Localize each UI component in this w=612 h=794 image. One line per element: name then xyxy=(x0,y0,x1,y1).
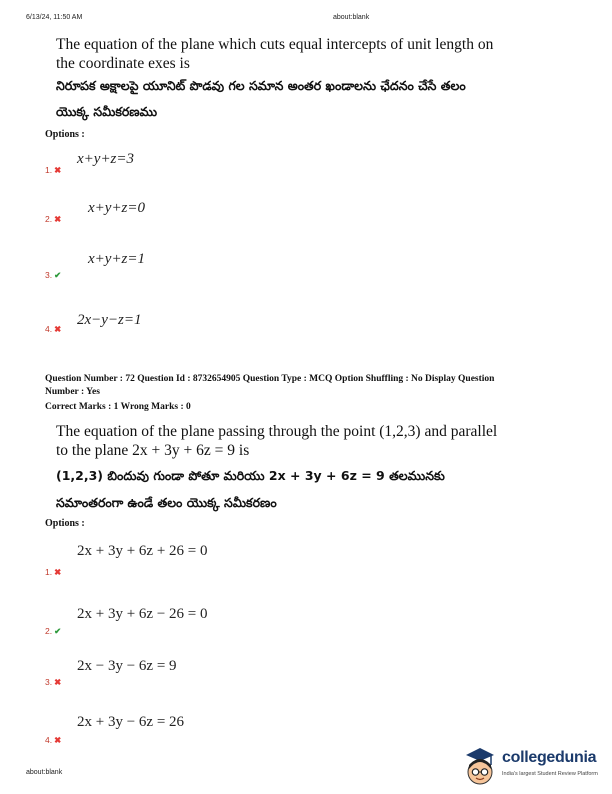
q1-option-4-number: 4. ✖ xyxy=(45,324,62,334)
q2-option-4-number: 4. ✖ xyxy=(45,735,62,745)
q2-english-line1: The equation of the plane passing through the point (1,2,3) and parallel xyxy=(56,423,498,440)
print-datetime: 6/13/24, 11:50 AM xyxy=(26,14,83,21)
wrong-mark-icon: ✖ xyxy=(54,214,62,224)
correct-check-icon: ✔ xyxy=(54,626,62,636)
q1-option-1-text: x+y+z=3 xyxy=(77,151,135,167)
q2-option-3-number: 3. ✖ xyxy=(45,677,62,687)
q2-option-3-text: 2x − 3y − 6z = 9 xyxy=(77,658,177,674)
q2-meta-line1: Question Number : 72 Question Id : 8732654905 Question Type : MCQ Option Shuffling : No Display Question xyxy=(45,374,495,384)
collegedunia-logo xyxy=(460,745,610,789)
q1-option-1-number: 1. ✖ xyxy=(45,165,62,175)
q1-english-line2: the coordinate exes is xyxy=(56,55,190,72)
mascot-icon xyxy=(460,745,500,789)
q2-meta-line2: Number : Yes xyxy=(45,387,100,397)
q2-options-label: Options : xyxy=(45,518,85,529)
q1-telugu-line2: యొక్క సమీకరణము xyxy=(56,104,158,119)
wrong-mark-icon: ✖ xyxy=(54,165,62,175)
q1-option-2-text: x+y+z=0 xyxy=(88,200,146,216)
logo-tagline: India's largest Student Review Platform xyxy=(502,771,598,777)
q2-option-1-number: 1. ✖ xyxy=(45,567,62,577)
wrong-mark-icon: ✖ xyxy=(54,567,62,577)
q1-options-label: Options : xyxy=(45,129,85,140)
logo-name: collegedunia xyxy=(502,749,597,766)
print-url: about:blank xyxy=(333,14,370,21)
q2-telugu-line1: (1,2,3) బిందువు గుండా పోతూ మరియు 2x + 3y + 6z = 9 తలమునకు xyxy=(56,468,445,483)
q1-telugu-line1: నిరూపక అక్షాలపై యూనిట్ పొడవు గల సమాన అంతర ఖండాలను ఛేదనం చేసే తలం xyxy=(56,78,466,93)
q2-option-2-number: 2. ✔ xyxy=(45,626,62,636)
q1-english-line1: The equation of the plane which cuts equal intercepts of unit length on xyxy=(56,36,494,53)
q2-option-2-text: 2x + 3y + 6z − 26 = 0 xyxy=(77,606,208,622)
wrong-mark-icon: ✖ xyxy=(54,324,62,334)
q2-english-line2: to the plane 2x + 3y + 6z = 9 is xyxy=(56,442,250,459)
print-footer-url: about:blank xyxy=(26,769,63,776)
wrong-mark-icon: ✖ xyxy=(54,677,62,687)
q1-option-3-number: 3. ✔ xyxy=(45,270,62,280)
q1-option-4-text: 2x−y−z=1 xyxy=(77,312,142,328)
q1-option-3-text: x+y+z=1 xyxy=(88,251,146,267)
wrong-mark-icon: ✖ xyxy=(54,735,62,745)
q2-option-1-text: 2x + 3y + 6z + 26 = 0 xyxy=(77,543,208,559)
q2-marks: Correct Marks : 1 Wrong Marks : 0 xyxy=(45,402,191,412)
q1-option-2-number: 2. ✖ xyxy=(45,214,62,224)
correct-check-icon: ✔ xyxy=(54,270,62,280)
q2-telugu-line2: సమాంతరంగా ఉండే తలం యొక్క సమీకరణం xyxy=(56,495,277,510)
q2-option-4-text: 2x + 3y − 6z = 26 xyxy=(77,714,185,730)
